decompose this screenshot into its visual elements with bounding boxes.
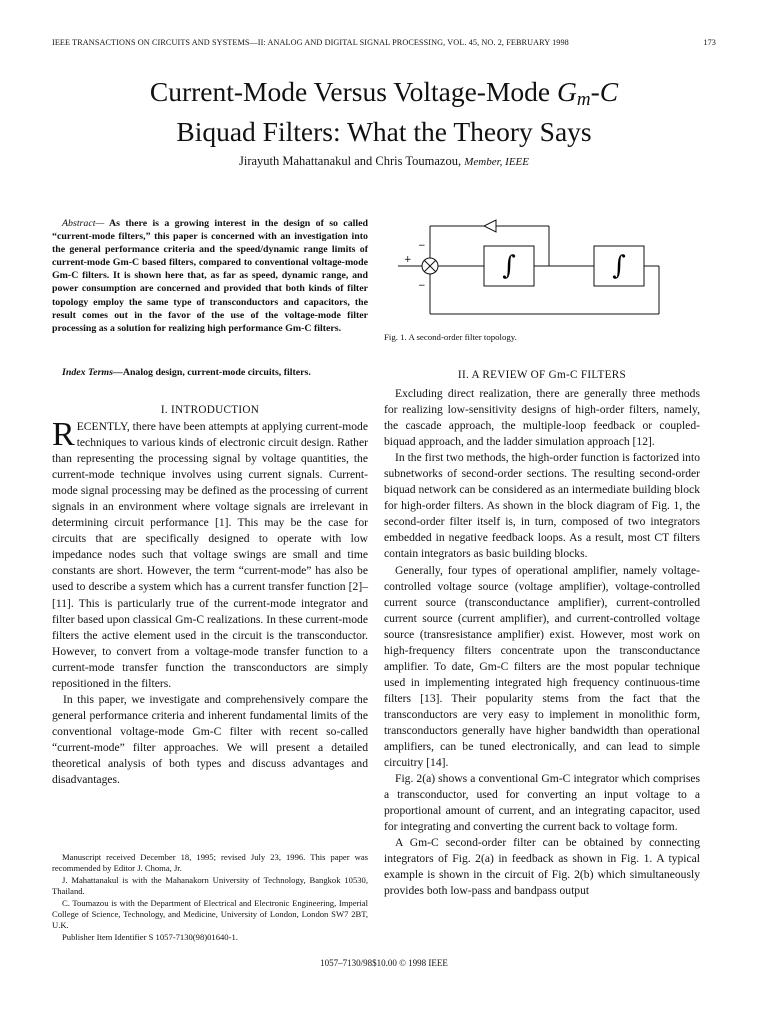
minus-sign-top: − (418, 241, 426, 251)
title-line-2: Biquad Filters: What the Theory Says (176, 116, 592, 147)
section-1-body (52, 416, 368, 788)
section-2-heading: II. A REVIEW OF Gm-C FILTERS (457, 369, 627, 381)
copyright-footer: 1057–7130/98$10.00 © 1998 IEEE (320, 958, 448, 968)
author-membership: Member, IEEE (464, 156, 529, 168)
index-terms-label: Index Terms— (62, 367, 123, 378)
footnote-author-2: C. Toumazou is with the Department of Electrical and Electronic Engineering, Imperial College of Science, Technology, and Medicine, University of London, London SW7 2BT, U.K. (52, 897, 368, 931)
index-terms-text: Analog design, current-mode circuits, filters. (122, 367, 311, 378)
footnote-pii: Publisher Item Identifier S 1057-7130(98)01640-1. (62, 931, 238, 942)
footnote-author-1: J. Mahattanakul is with the Mahanakorn University of Technology, Bangkok 10530, Thailand. (52, 874, 368, 897)
figure-1-caption: Fig. 1. A second-order filter topology. (384, 332, 517, 342)
integrator-1-symbol: ∫ (502, 251, 516, 281)
footnotes (52, 852, 368, 943)
footnote-manuscript: Manuscript received December 18, 1995; revised July 23, 1996. This paper was recommended by Editor J. Choma, Jr. (52, 852, 368, 874)
running-header (52, 38, 716, 47)
review-paragraph-1: Excluding direct realization, there are generally three methods for realizing low-sensitivity designs of high-order filters, namely, the cascade approach, the multiple-loop feedback or coupled-biquad approach, and the ladder simulation approach [12]. (384, 387, 700, 449)
abstract-text: As there is a growing interest in the design of so called “current-mode filters,” this paper is concerned with an investigation into the general performance criteria and the speed/dynamic range limits of current-mode Gm-C based filters, compared to conventional voltage-mode Gm-C filters. It is shown here that, as far as speed, dynamic range, and power consumption are concerned and provided that both kinds of filter topology employ the same type of transconductors and capacitors, the result comes out in the favor of the use of the voltage-mode filter processing as a solution for realizing high performance Gm-C filters. (52, 218, 368, 334)
page-number: 173 (703, 38, 716, 47)
author-names: Jirayuth Mahattanakul and Chris Toumazou, (238, 154, 465, 168)
author-line (0, 154, 768, 169)
title-line-1: Current-Mode Versus Voltage-Mode Gm-C (149, 76, 619, 110)
minus-sign-bottom: − (418, 281, 426, 291)
index-terms (52, 366, 368, 379)
section-1-heading: I. INTRODUCTION (160, 404, 260, 416)
feedback-amplifier-triangle (484, 220, 496, 232)
intro-paragraph-2: In this paper, we investigate and comprehensively compare the general performance criteria and inherent fundamental limits of the conventional voltage-mode Gm-C filter with recent so-called “current-mode” filter approaches. We will present a detailed theoretical analysis of both types and discuss advantages and disadvantages. (52, 692, 368, 787)
review-paragraph-2: In the first two methods, the high-order function is factorized into subnetworks of second-order sections. The resulting second-order biquad network can be considered as an intermediate building block for high-order filters. As shown in the block diagram of Fig. 1, the second-order filter itself is, in turn, composed of two integrators embedded in negative feedback loops. As a result, most CT filters contain integrators as basic building blocks. (384, 451, 700, 561)
drop-cap: R (52, 416, 75, 453)
intro-paragraph-1: RECENTLY, there have been attempts at applying current-mode techniques to various kinds of electronic circuit design. Rather than representing the processing signal by voltage quantities, the current-mode technique involves using current signals. Current-mode signal processing may be defined as the processing of current signals in an environment where voltage signals are irrelevant in determining circuit performance [1]. This may be the case for circuits that are specifically designed to operate with low impedance nodes such that voltage swings are small and time constants are short. However, the term “current-mode” has also be used to describe a system which has a current transfer function [2]–[11]. This is particularly true of the current-mode integrator and filter based upon classical Gm-C realizations. In these current-mode filters the active element used in the circuit is the transconductor. However, to convert from a voltage-mode transfer function to a current-mode transfer function the transconductors are simply repositioned in the filters. (52, 416, 368, 690)
plus-sign: + (404, 255, 412, 265)
abstract-label: Abstract— (62, 218, 105, 229)
abstract (52, 217, 368, 335)
paper-title (0, 76, 768, 148)
section-2-body (384, 386, 700, 900)
figure-1-diagram (384, 216, 700, 326)
integrator-2-symbol: ∫ (612, 251, 626, 281)
review-paragraph-4: Fig. 2(a) shows a conventional Gm-C integrator which comprises a transconductor, used for converting an input voltage to a proportional amount of current, and an integrating capacitor, used for integrating and converting the current back to voltage form. (384, 772, 700, 834)
journal-name: IEEE TRANSACTIONS ON CIRCUITS AND SYSTEMS—II: ANALOG AND DIGITAL SIGNAL PROCESSING, VOL. 45, NO. 2, FEBRUARY 1998 (52, 38, 569, 47)
review-paragraph-3: Generally, four types of operational amplifier, namely voltage-controlled voltage source (voltage amplifier), voltage-controlled current source (transconductance amplifier), current-controlled current source (current amplifier), and current-controlled voltage source (transresistance amplifier) exist. However, most work on high-frequency filters concentrate upon the transconductance amplifier. To date, Gm-C filters are the most popular technique used in implementing integrated high frequency continuous-time filters [13]. Their popularity stems from the fact that the transconductors are very easy to implement in monolithic form, transconductors generally have higher bandwidth than operational amplifiers, can be tuned electronically, and can lead to simple circuitry [14]. (384, 563, 700, 770)
review-paragraph-5: A Gm-C second-order filter can be obtained by connecting integrators of Fig. 2(a) in feedback as shown in Fig. 1. A typical example is shown in the circuit of Fig. 2(b) which simultaneously provides both low-pass and bandpass output (384, 836, 700, 898)
